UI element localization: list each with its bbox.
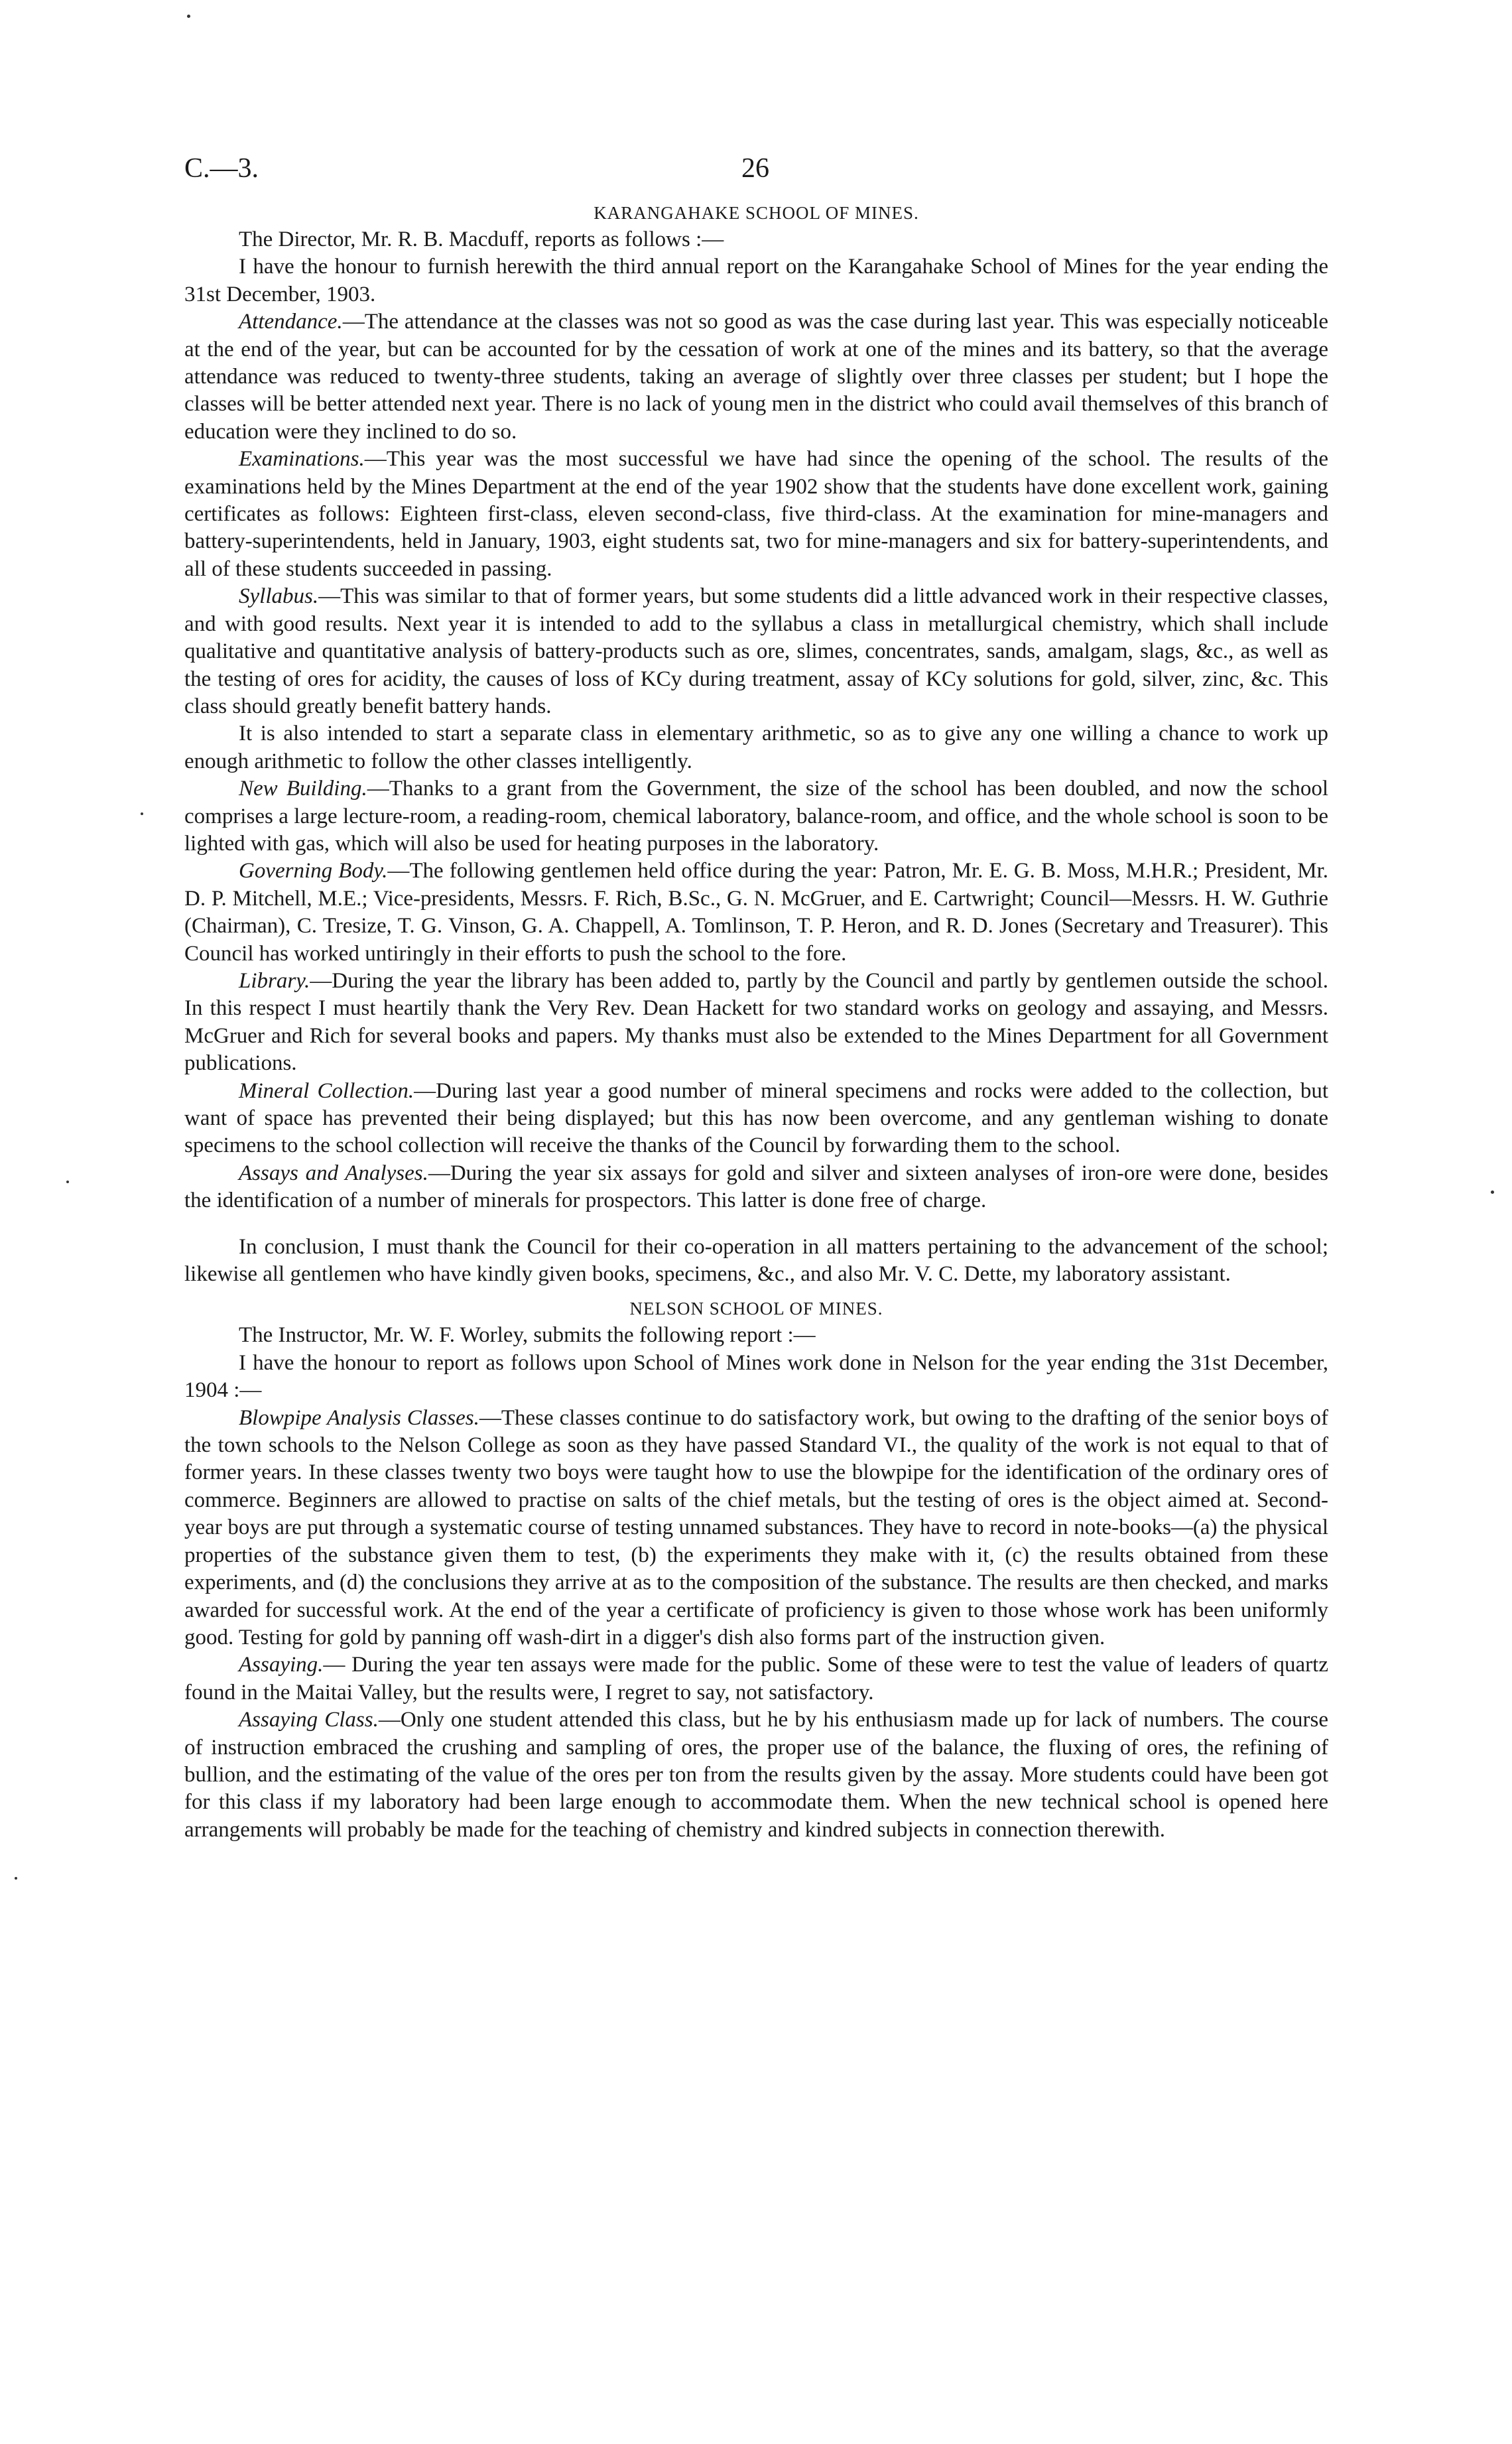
assays-analyses-paragraph	[184, 1160, 1328, 1215]
library-text: —During the year the library has been added to, partly by the Council and partly by gentlemen outside the school. In this respect I must heartily thank the Very Rev. Dean Hackett for two standard works on geology and assaying, and Messrs. McGruer and Rich for several books and papers. My thanks must also be extended to the Mines Department for all Government publications.	[184, 968, 1328, 1076]
assaying-class-label: Assaying Class.	[239, 1708, 379, 1732]
assaying-label: Assaying.	[239, 1653, 324, 1677]
syllabus-label: Syllabus.	[239, 584, 319, 609]
library-paragraph	[184, 968, 1328, 1078]
assaying-class-text: —Only one student attended this class, but he by his enthusiasm made up for lack of numbers. The course of instruction embraced the crushing and sampling of ores, the proper use of the balance, the fluxing of ores, the refining of bullion, and the estimating of the value of the ores per ton from the results given by the assay. More students could have been got for this class if my laboratory had been large enough to accommodate them. When the new technical school is opened here arrangements will probably be made for the teaching of chemistry and kindred subjects in connection therewith.	[184, 1708, 1328, 1842]
document-reference: C.—3.	[184, 153, 259, 184]
assaying-paragraph	[184, 1651, 1328, 1706]
new-building-label: New Building.	[239, 777, 367, 801]
examinations-label: Examinations.	[239, 447, 365, 472]
page-header	[184, 146, 1328, 192]
attendance-label: Attendance.	[239, 310, 343, 334]
nelson-heading: NELSON SCHOOL OF MINES.	[629, 1299, 883, 1319]
scan-speck	[1491, 1190, 1494, 1194]
mineral-collection-text: —During last year a good number of mineral specimens and rocks were added to the collection, but want of space has prevented their being displayed; but this has now been overcome, and any gentleman wishing to donate specimens to the school collection will receive the thanks of the Council by forwarding them to the school.	[184, 1078, 1328, 1158]
syllabus-paragraph	[184, 583, 1328, 720]
attendance-text: —The attendance at the classes was not so good as was the case during last year. This was especially noticeable at the end of the year, but can be accounted for by the cessation of work at one of the mines and its battery, so that the average attendance was reduced to twenty-three students, taking an average of slightly over three classes per student; but I hope the classes will be better attended next year. There is no lack of young men in the district who could avail themselves of this branch of education were they inclined to do so.	[184, 310, 1328, 444]
arithmetic-paragraph: It is also intended to start a separate class in elementary arithmetic, so as to give any one willing a chance to work up enough arithmetic to follow the other classes intelligently.	[184, 722, 1328, 773]
scan-speck	[66, 1181, 69, 1183]
blowpipe-label: Blowpipe Analysis Classes.	[239, 1405, 479, 1430]
assaying-class-paragraph	[184, 1706, 1328, 1844]
blowpipe-paragraph	[184, 1405, 1328, 1652]
karangahake-opening: I have the honour to furnish herewith the third annual report on the Karangahake School of Mines for the year ending the 31st December, 1903.	[184, 255, 1328, 306]
nelson-intro: The Instructor, Mr. W. F. Worley, submits the following report :—	[239, 1323, 816, 1348]
scan-speck	[141, 812, 143, 815]
assays-analyses-text: —During the year six assays for gold and silver and sixteen analyses of iron-ore were done, besides the identification of a number of minerals for prospectors. This latter is done free of charge.	[184, 1161, 1328, 1213]
governing-body-label: Governing Body.	[239, 859, 388, 883]
nelson-opening: I have the honour to report as follows upon School of Mines work done in Nelson for the year ending the 31st December, 1904 :—	[184, 1350, 1328, 1403]
assaying-text: — During the year ten assays were made for the public. Some of these were to test the value of leaders of quartz found in the Maitai Valley, but the results were, I regret to say, not satisfactory.	[184, 1653, 1328, 1704]
scan-speck	[187, 15, 190, 18]
examinations-paragraph	[184, 446, 1328, 583]
governing-body-text: —The following gentlemen held office during the year: Patron, Mr. E. G. B. Moss, M.H.R.; President, Mr. D. P. Mitchell, M.E.; Vice-presidents, Messrs. F. Rich, B.Sc., G. N. McGruer, and E. Cartwright; Council—Messrs. H. W. Guthrie (Chairman), C. Tresize, T. G. Vinson, G. A. Chappell, A. Tomlinson, T. P. Heron, and R. D. Jones (Secretary and Treasurer). This Council has worked untiringly in their efforts to push the school to the fore.	[184, 859, 1328, 966]
karangahake-intro: The Director, Mr. R. B. Macduff, reports as follows :—	[239, 227, 724, 251]
mineral-collection-label: Mineral Collection.	[239, 1078, 414, 1103]
governing-body-paragraph	[184, 858, 1328, 968]
assays-analyses-label: Assays and Analyses.	[239, 1161, 428, 1185]
new-building-text: —Thanks to a grant from the Government, the size of the school has been doubled, and now the school comprises a large lecture-room, a reading-room, chemical laboratory, balance-room, and office, and the whole school is soon to be lighted with gas, which will also be used for heating purposes in the laboratory.	[184, 777, 1328, 856]
new-building-paragraph	[184, 775, 1328, 858]
mineral-collection-paragraph	[184, 1078, 1328, 1160]
document-page	[184, 146, 1328, 1844]
paragraph-gap	[184, 1215, 1328, 1234]
syllabus-text: —This was similar to that of former years, but some students did a little advanced work in their respective classes, and with good results. Next year it is intended to add to the syllabus a class in metallurgical chemistry, which shall include qualitative and quantitative analysis of battery-products such as ore, slimes, concentrates, sands, amalgam, slags, &c., as well as the testing of ores for acidity, the causes of loss of KCy during treatment, assay of KCy solutions for gold, silver, zinc, &c. This class should greatly benefit battery hands.	[184, 584, 1328, 718]
page-number: 26	[741, 153, 769, 184]
examinations-text: —This year was the most successful we have had since the opening of the school. The results of the examinations held by the Mines Department at the end of the year 1902 show that the students have done excellent work, gaining certificates as follows: Eighteen first-class, eleven second-class, five third-class. At the examination for mine-managers and battery-superintendents, held in January, 1903, eight students sat, two for mine-managers and six for battery-superintendents, and all of these students succeeded in passing.	[184, 447, 1328, 581]
scan-speck	[15, 1877, 17, 1880]
attendance-paragraph	[184, 308, 1328, 446]
library-label: Library.	[239, 968, 310, 993]
blowpipe-text: —These classes continue to do satisfactory work, but owing to the drafting of the senior boys of the town schools to the Nelson College as soon as they have passed Standard VI., the quality of the work is not equal to that of former years. In these classes twenty two boys were taught how to use the blowpipe for the identification of the ordinary ores of commerce. Beginners are allowed to practise on salts of the chief metals, but the testing of ores is the object aimed at. Second-year boys are put through a systematic course of testing unnamed substances. They have to record in note-books—(a) the physical properties of the substance given them to test, (b) the experiments they make with it, (c) the results obtained from these experiments, and (d) the conclusions they arrive at as to the composition of the substance. The results are then checked, and marks awarded for successful work. At the end of the year a certificate of proficiency is given to those whose work has been uniformly good. Testing for gold by panning off wash-dirt in a digger's dish also forms part of the instruction given.	[184, 1405, 1328, 1649]
karangahake-heading: KARANGAHAKE SCHOOL OF MINES.	[594, 203, 919, 223]
conclusion-paragraph: In conclusion, I must thank the Council for their co-operation in all matters pertaining to the advancement of the school; likewise all gentlemen who have kindly given books, specimens, &c., and also Mr. V. C. Dette, my laboratory assistant.	[184, 1234, 1328, 1287]
